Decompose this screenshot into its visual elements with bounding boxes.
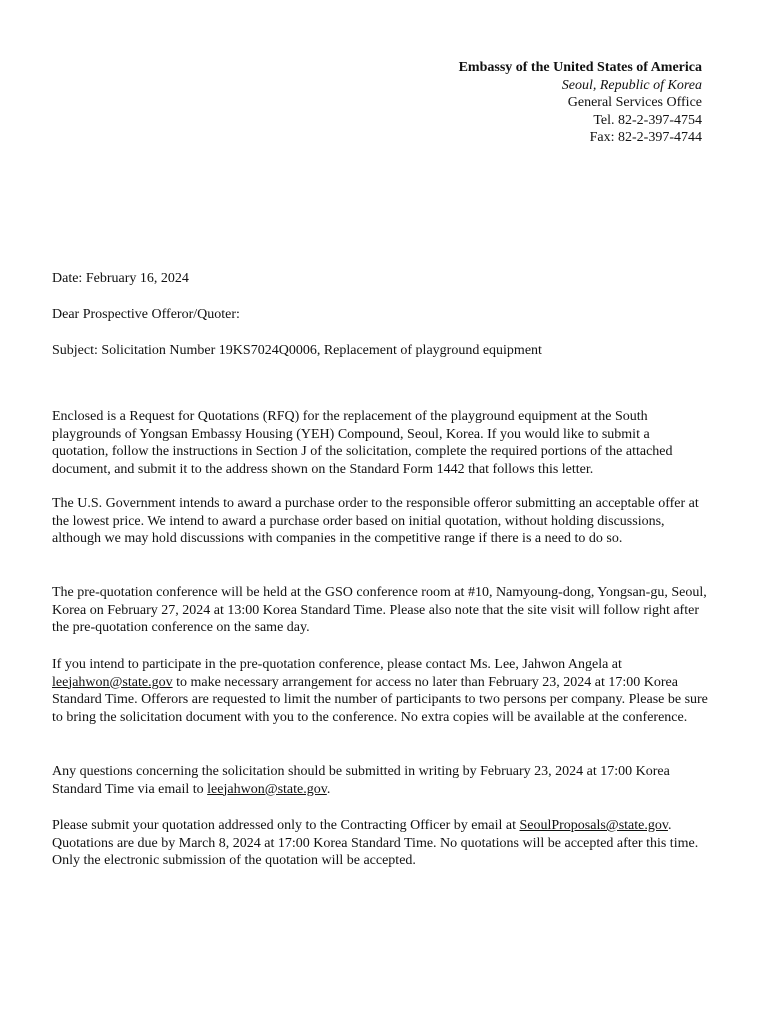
letter-salutation: Dear Prospective Offeror/Quoter: [52, 307, 240, 322]
paragraph-questions-text: Any questions concerning the solicitation should be submitted in writing by February 23, 2024 at 17:00 Korea Standard Time via email to [52, 764, 670, 797]
paragraph-award-intent: The U.S. Government intends to award a purchase order to the responsible offeror submitting an acceptable offer at the lowest price. We intend to award a purchase order based on initial quotation, without holding discussions, although we may hold discussions with companies in the competitive range if there is a need to do so. [52, 496, 699, 547]
letter-date: Date: February 16, 2024 [52, 271, 189, 286]
letterhead [459, 59, 702, 147]
contact-email-link[interactable]: leejahwon@state.gov [52, 674, 173, 690]
paragraph-questions-text-cont: . [326, 781, 331, 797]
letterhead-city: Seoul, Republic of Korea [561, 77, 702, 93]
paragraph-pre-quotation-conference: The pre-quotation conference will be held at the GSO conference room at #10, Namyoung-dong, Yongsan-gu, Seoul, Korea on February 27, 2024 at 13:00 Korea Standard Time. Please also note that the site visit will follow right after the pre-quotation conference on the same day. [52, 585, 707, 636]
letterhead-tel: Tel. 82-2-397-4754 [593, 112, 702, 128]
letterhead-office: General Services Office [567, 95, 702, 111]
questions-email-link[interactable]: leejahwon@state.gov [207, 781, 327, 797]
paragraph-submission-text: Please submit your quotation addressed only to the Contracting Officer by email at [52, 818, 520, 833]
paragraph-participation-text: If you intend to participate in the pre-quotation conference, please contact Ms. Lee, Jahwon Angela at [52, 657, 622, 672]
paragraph-participation [52, 656, 708, 726]
paragraph-rfq-intro: Enclosed is a Request for Quotations (RFQ) for the replacement of the playground equipment at the South playgrounds of Yongsan Embassy Housing (YEH) Compound, Seoul, Korea. If you would like to submit a quotation, follow the instructions in Section J of the solicitation, complete the required portions of the attached document, and submit it to the address shown on the Standard Form 1442 that follows this letter. [52, 409, 673, 477]
paragraph-questions [52, 763, 708, 798]
paragraph-submission [52, 817, 708, 870]
paragraph-participation-text-cont: to make necessary arrangement for access no later than February 23, 2024 at 17:00 Korea Standard Time. Offerors are requested to limit the number of participants to two persons per company. Please be sure to bring the solicitation document with you to the conference. No extra copies will be available at the conference. [52, 674, 708, 725]
paragraph-submission-text-cont: . Quotations are due by March 8, 2024 at 17:00 Korea Standard Time. No quotations will be accepted after this time. Only the electronic submission of the quotation will be accepted. [52, 818, 699, 869]
letterhead-organization: Embassy of the United States of America [458, 60, 702, 75]
letter-subject: Subject: Solicitation Number 19KS7024Q0006, Replacement of playground equipment [52, 343, 542, 358]
letterhead-fax: Fax: 82-2-397-4744 [589, 130, 702, 146]
proposals-email-link[interactable]: SeoulProposals@state.gov [519, 818, 668, 833]
